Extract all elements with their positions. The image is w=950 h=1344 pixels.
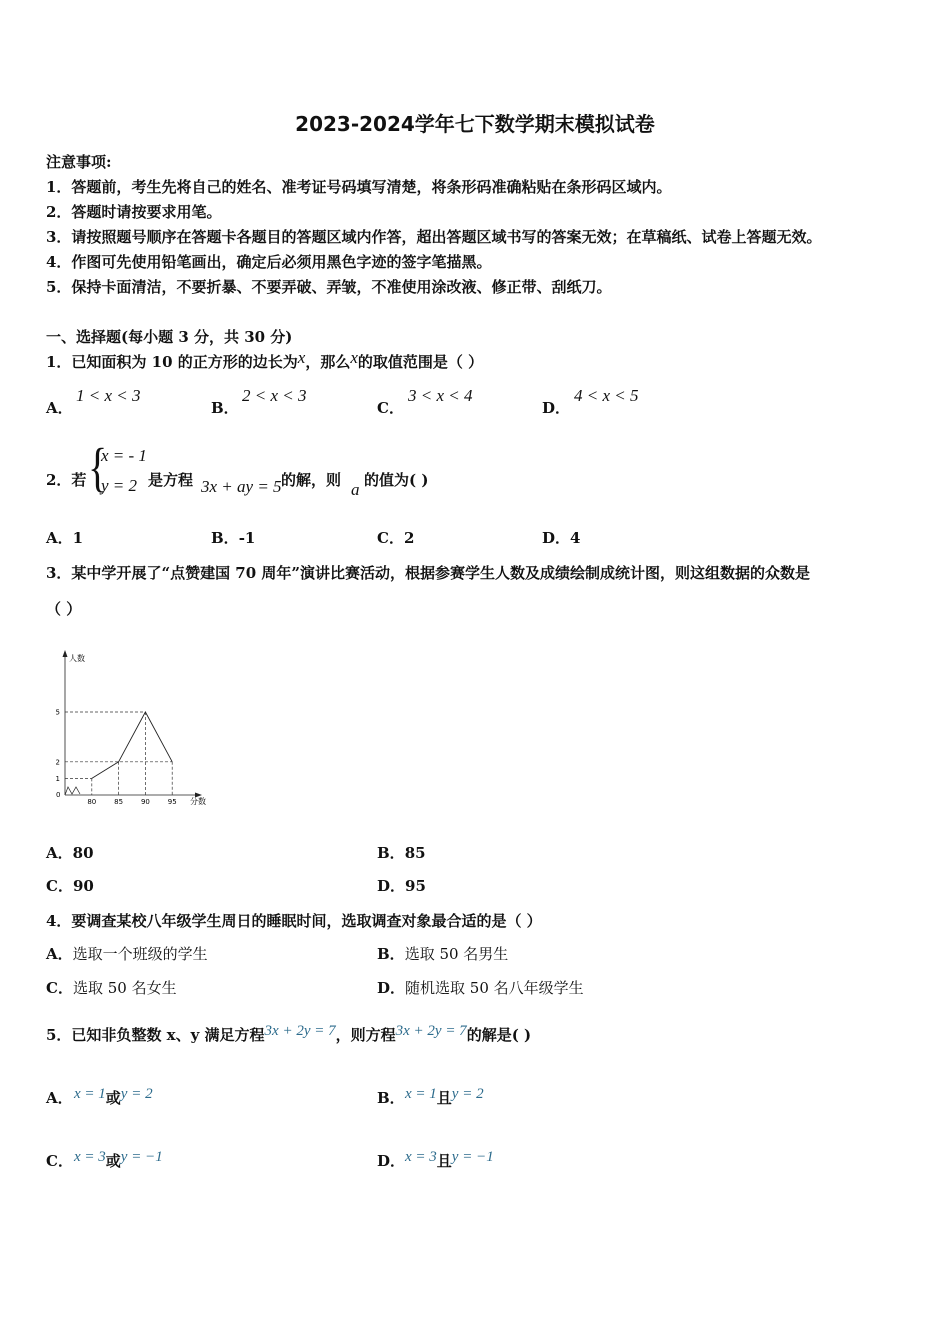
q4-option-a: A．选取一个班级的学生 — [46, 945, 208, 963]
q2-prefix: 2．若 — [46, 471, 87, 489]
q5-eq2: 3x + 2y = 7 — [395, 1023, 467, 1039]
x-tick-label-90: 90 — [140, 798, 150, 806]
q3-option-c: C．90 — [46, 877, 94, 895]
notice-item-1: 1．答题前，考生先将自己的姓名、准考证号码填写清楚，将条形码准确粘贴在条形码区域内。 — [46, 178, 672, 196]
notice-item-3: 3．请按照题号顺序在答题卡各题目的答题区域内作答，超出答题区域书写的答案无效；在草稿纸、试卷上答题无效。 — [46, 228, 822, 246]
q5-option-a: x = 1或y = 2 — [74, 1086, 153, 1107]
y-tick-label-5: 5 — [55, 708, 60, 717]
q2-system-brace: { — [88, 436, 108, 498]
section-heading: 一、选择题(每小题 3 分，共 30 分) — [46, 328, 293, 346]
page-title: 2023-2024学年七下数学期末模拟试卷 — [295, 112, 655, 136]
series-line — [92, 712, 172, 778]
q3-option-a: A．80 — [46, 844, 94, 862]
q1-option-d-label: D． — [542, 399, 571, 417]
q3-option-b: B．85 — [377, 844, 426, 862]
y-tick-label-1: 1 — [55, 774, 60, 783]
q2-mid: 是方程 — [148, 471, 194, 489]
q2-option-c: C．2 — [377, 529, 415, 547]
q1-option-d: 4 < x < 5 — [574, 386, 639, 405]
q1-var-x: x — [297, 348, 306, 367]
q4-option-b: B．选取 50 名男生 — [377, 945, 509, 963]
q5-option-b: x = 1且y = 2 — [405, 1086, 484, 1107]
y-axis-arrow — [63, 650, 68, 657]
q1-option-a-label: A． — [46, 399, 73, 417]
q5-option-d-label: D． — [377, 1152, 406, 1170]
q4-option-c: C．选取 50 名女生 — [46, 979, 177, 997]
q3-option-d: D．95 — [377, 877, 426, 895]
x-tick-label-80: 80 — [87, 798, 97, 806]
q1-option-c: 3 < x < 4 — [408, 386, 473, 405]
q5-option-a-label: A． — [46, 1089, 73, 1107]
q2-mid2: 的解，则 — [281, 471, 342, 489]
q3-stem-line2: （ ） — [46, 600, 82, 618]
q5-option-c: x = 3或y = −1 — [74, 1149, 163, 1170]
q1-option-c-label: C． — [377, 399, 404, 417]
q1-var-x2: x — [350, 348, 358, 367]
q5-stem: 5．已知非负整数 x、y 满足方程3x + 2y = 7，则方程3x + 2y = 7的解是( ) — [46, 1023, 532, 1044]
q1-option-b-label: B． — [211, 399, 239, 417]
q2-var-a: a — [351, 480, 360, 499]
x-axis-label: 分数 — [190, 797, 206, 806]
q5-option-d: x = 3且y = −1 — [405, 1149, 494, 1170]
notice-item-2: 2．答题时请按要求用笔。 — [46, 203, 222, 221]
notice-item-4: 4．作图可先使用铅笔画出，确定后必须用黑色字迹的签字笔描黑。 — [46, 253, 492, 271]
q1-option-a: 1 < x < 3 — [76, 386, 141, 405]
q2-system-line1: x = - 1 — [101, 446, 147, 465]
y-axis-label: 人数 — [69, 654, 85, 663]
q2-suffix: 的值为( ) — [364, 471, 429, 489]
q5-eq1: 3x + 2y = 7 — [264, 1023, 336, 1039]
x-tick-label-85: 85 — [114, 798, 124, 806]
chart-axes — [63, 650, 203, 798]
q2-option-a: A．1 — [46, 529, 84, 547]
q3-line-chart — [46, 645, 226, 815]
q2-option-b: B．-1 — [211, 529, 256, 547]
axis-break-mark — [65, 787, 80, 795]
q2-system-line2: y = 2 — [101, 476, 138, 495]
y-tick-label-2: 2 — [55, 758, 60, 767]
q5-option-b-label: B． — [377, 1089, 405, 1107]
q5-option-c-label: C． — [46, 1152, 73, 1170]
q4-stem: 4．要调查某校八年级学生周日的睡眠时间，选取调查对象最合适的是（ ） — [46, 912, 542, 930]
x-tick-label-95: 95 — [167, 798, 177, 806]
q2-equation: 3x + ay = 5 — [201, 477, 282, 496]
notice-item-5: 5．保持卡面清洁，不要折暴、不要弄破、弄皱，不准使用涂改液、修正带、刮纸刀。 — [46, 278, 612, 296]
q3-stem-line1: 3．某中学开展了“点赞建国 70 周年”演讲比赛活动，根据参赛学生人数及成绩绘制成统计图，则这组数据的众数是 — [46, 564, 811, 582]
q1-stem: 1．已知面积为 10 的正方形的边长为x，那么x的取值范围是（ ） — [46, 348, 484, 371]
notice-heading: 注意事项: — [46, 153, 112, 171]
q1-option-b: 2 < x < 3 — [242, 386, 307, 405]
origin-label: 0 — [56, 791, 61, 799]
q4-option-d: D．随机选取 50 名八年级学生 — [377, 979, 584, 997]
q2-option-d: D．4 — [542, 529, 581, 547]
